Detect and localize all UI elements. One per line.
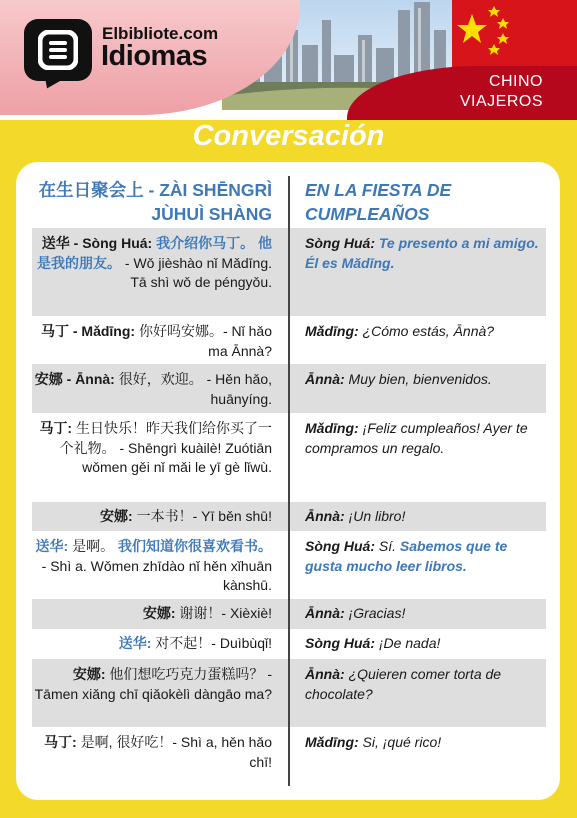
speaker-name: Ānnà: — [305, 605, 345, 621]
translation-text: ¿Cómo estás, Ānnà? — [358, 323, 495, 339]
header-banner — [0, 0, 577, 120]
pinyin-text: 谢谢！- Xièxiè! — [175, 605, 272, 621]
speaker-name: Mǎdīng: — [305, 420, 359, 436]
chinese-line — [32, 733, 272, 772]
highlighted-phrase: Sabemos que te gusta mucho leer libros. — [305, 538, 508, 574]
speaker-name: Mǎdīng: — [305, 323, 359, 339]
pinyin-text: 他们想吃巧克力蛋糕吗？ - Tāmen xiǎng chī qiǎokèlì dàngāo ma? — [34, 666, 272, 702]
translation-text: Si, ¡qué rico! — [358, 734, 442, 750]
translation-text: ¡Gracias! — [344, 605, 406, 621]
chinese-line — [32, 322, 272, 361]
right-column-header: EN LA FIESTA DE CUMPLEAÑOS — [305, 180, 452, 224]
pinyin-text: 很好，欢迎。 - Hěn hǎo, huānyíng. — [114, 371, 272, 407]
letter-e-logo-icon — [38, 30, 78, 70]
spanish-line — [305, 322, 540, 342]
speaker-name: 送华: — [35, 538, 69, 554]
brand-title: Idiomas — [101, 40, 208, 72]
speaker-name: 安娜: — [72, 666, 106, 682]
pinyin-text: 是啊, 很好吃！- Shì a, hěn hǎo chī! — [76, 734, 272, 770]
chinese-line — [32, 604, 272, 624]
speaker-name: Ānnà: — [305, 508, 345, 524]
translation-text: ¿Quieren comer torta de chocolate? — [305, 666, 502, 702]
tag-language: CHINO — [488, 73, 543, 90]
pinyin-text: 你好吗安娜。- Nǐ hǎo ma Ānnà? — [135, 323, 272, 359]
translation-text: Sí. — [375, 538, 397, 554]
translation-text: ¡De nada! — [375, 635, 441, 651]
speaker-name: 安娜: — [100, 508, 133, 524]
logo-icon — [24, 19, 92, 81]
category-tag-text — [460, 72, 543, 112]
spanish-line — [305, 419, 540, 458]
spanish-line — [305, 733, 540, 753]
highlighted-phrase: 我介绍你马丁。 他是我的朋友。 — [37, 235, 272, 271]
section-title: Conversación — [192, 120, 385, 152]
tag-audience: VIAJEROS — [459, 93, 543, 110]
brand-site-name: Elbibliote.com — [102, 24, 219, 43]
chinese-line — [32, 537, 272, 596]
pinyin-text: 对不起！- Duìbùqǐ! — [151, 635, 272, 651]
spanish-line — [305, 507, 540, 527]
speaker-name: Ānnà: — [305, 666, 345, 682]
pinyin-text: - Shì a. Wǒmen zhīdào nǐ hěn xǐhuān kànshū. — [41, 557, 272, 593]
spanish-line — [305, 370, 540, 390]
column-divider — [288, 176, 290, 786]
pinyin-text: - Wǒ jièshào nǐ Mǎdīng. Tā shì wǒ de péngyǒu. — [121, 254, 272, 290]
speaker-name: Mǎdīng: — [305, 734, 359, 750]
highlighted-phrase: Te presento a mi amigo. Él es Mădīng. — [305, 235, 539, 271]
chinese-text: 是啊。 — [68, 538, 115, 554]
translation-text: ¡Un libro! — [344, 508, 406, 524]
chinese-line — [32, 234, 272, 293]
speaker-name: Sòng Huá: — [305, 235, 375, 251]
speaker-name: Sòng Huá: — [305, 538, 375, 554]
speaker-name: 马丁: — [39, 420, 73, 436]
speaker-name: 送华: — [118, 635, 152, 651]
chinese-line — [32, 665, 272, 704]
spanish-line — [305, 234, 540, 273]
highlighted-phrase: 我们知道你很喜欢看书。 — [114, 538, 272, 554]
speaker-name: 马丁 - Mǎdīng: — [40, 323, 136, 339]
chinese-line — [32, 419, 272, 478]
spanish-line — [305, 537, 540, 576]
speaker-name: Sòng Huá: — [305, 635, 375, 651]
left-column-header: 在生日聚会上 - ZÀI SHĒNGRÌ JÙHUÌ SHÀNG — [38, 180, 272, 224]
speaker-name: 马丁: — [44, 734, 77, 750]
speaker-name: Ānnà: — [305, 371, 345, 387]
chinese-line — [32, 634, 272, 654]
pinyin-text: 生日快乐！昨天我们给你买了一个礼物。 - Shēngrì kuàilè! Zuótiān wǒmen gěi nǐ mǎi le yī gè lǐwù. — [59, 420, 272, 475]
chinese-line — [32, 370, 272, 409]
speaker-name: 安娜: — [142, 605, 176, 621]
speaker-name: 安娜 - Ānnà: — [34, 371, 115, 387]
speaker-name: 送华 - Sòng Huá: — [41, 235, 153, 251]
translation-text: Muy bien, bienvenidos. — [344, 371, 492, 387]
chinese-line — [32, 507, 272, 527]
pinyin-text: 一本书！- Yī běn shū! — [132, 508, 272, 524]
translation-text: ¡Feliz cumpleaños! Ayer te compramos un regalo. — [305, 420, 528, 456]
spanish-line — [305, 604, 540, 624]
spanish-line — [305, 665, 540, 704]
spanish-line — [305, 634, 540, 654]
